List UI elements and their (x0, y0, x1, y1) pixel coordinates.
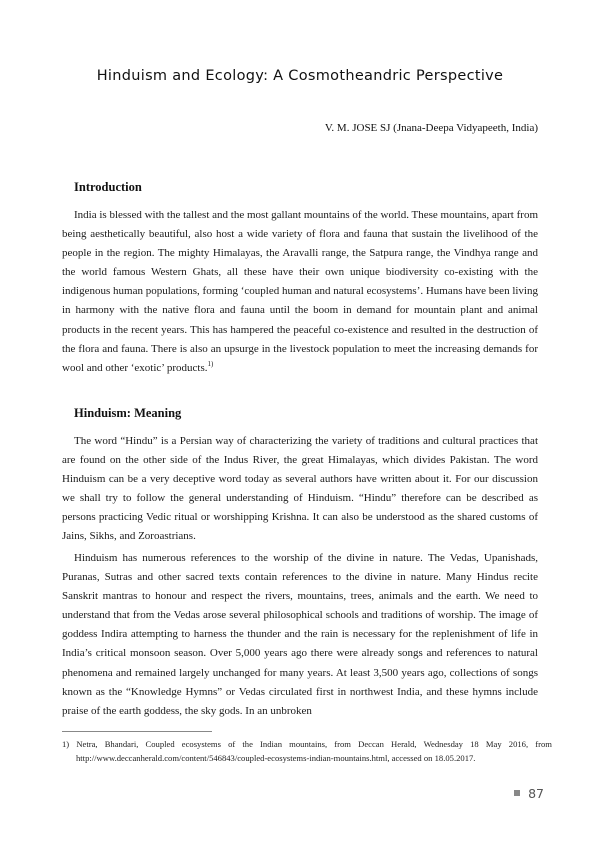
page-number-value: 87 (528, 786, 544, 801)
paper-title: Hinduism and Ecology: A Cosmotheandric Perspective (96, 68, 504, 84)
page-marker-square-icon (514, 790, 520, 796)
section-heading-introduction: Introduction (74, 180, 142, 194)
paragraph-text: India is blessed with the tallest and the most gallant mountains of the world. These mountains, apart from being aesthetically beautiful, also host a wide variety of flora and fauna that sustain the livelihood of the people in the region. The mighty Himalayas, the Aravalli range, the Satpura range, the Vindhya range and the world famous Western Ghats, all these have their own unique biodiversity co-existing with the indigenous human populations, forming ‘coupled human and natural ecosystems’. Humans have been living in harmony with the native flora and fauna until the boom in demand for mountain plant and animal products in the recent years. This has hampered the peaceful co-existence and resulted in the destruction of the flora and fauna. There is also an upsurge in the livestock population to meet the increasing demands for wool and other ‘exotic’ products. (62, 209, 538, 374)
page-number (514, 786, 544, 801)
paragraph-introduction (62, 206, 538, 378)
author-line: V. M. JOSE SJ (Jnana-Deepa Vidyapeeth, India) (324, 122, 538, 134)
footnote-divider (62, 731, 212, 732)
paragraph-hinduism-meaning-1: The word “Hindu” is a Persian way of characterizing the variety of traditions and cultural practices that are found on the other side of the Indus River, the great Himalayas, which divides Pakistan. The word Hinduism can be a very deceptive word today as several authors have written about it. For our discussion we shall try to follow the general understanding of Hinduism. “Hindu” therefore can be described as persons practicing Vedic ritual or worshipping Krishna. It can also be understood as the shared customs of Jains, Sikhs, and Zoroastrians. (62, 435, 538, 543)
paragraph-hinduism-meaning-2: Hinduism has numerous references to the worship of the divine in nature. The Vedas, Upanishads, Puranas, Sutras and other sacred texts contain references to the divine in nature. Many Hindus recite Sanskrit mantras to honour and respect the rivers, mountains, trees, animals and the earth. We need to understand that from the Vedas arose several philosophical schools and traditions of worship. The image of goddess Indira attempting to harness the thunder and the rain is necessary for the replenishment of life in India’s critical monsoon season. Over 5,000 years ago there were already songs and references to natural phenomena and remained largely unchanged for many years. At least 3,500 years ago, collections of songs known as the “Knowledge Hymns” or Vedas circulated first in northwest India, and these hymns include praise of the earth goddess, the sky gods. In an unbroken (62, 552, 538, 717)
section-heading-hinduism-meaning: Hinduism: Meaning (74, 406, 182, 420)
footnote-marker[interactable]: 1) (207, 359, 214, 368)
footnote-1: 1) Netra, Bhandari, Coupled ecosystems of the Indian mountains, from Deccan Herald, Wednesday 18 May 2016, from http://www.deccanherald.com/content/546843/coupled-ecosystems-indian-mountains.html, accessed on 18.05.2017. (62, 739, 552, 763)
